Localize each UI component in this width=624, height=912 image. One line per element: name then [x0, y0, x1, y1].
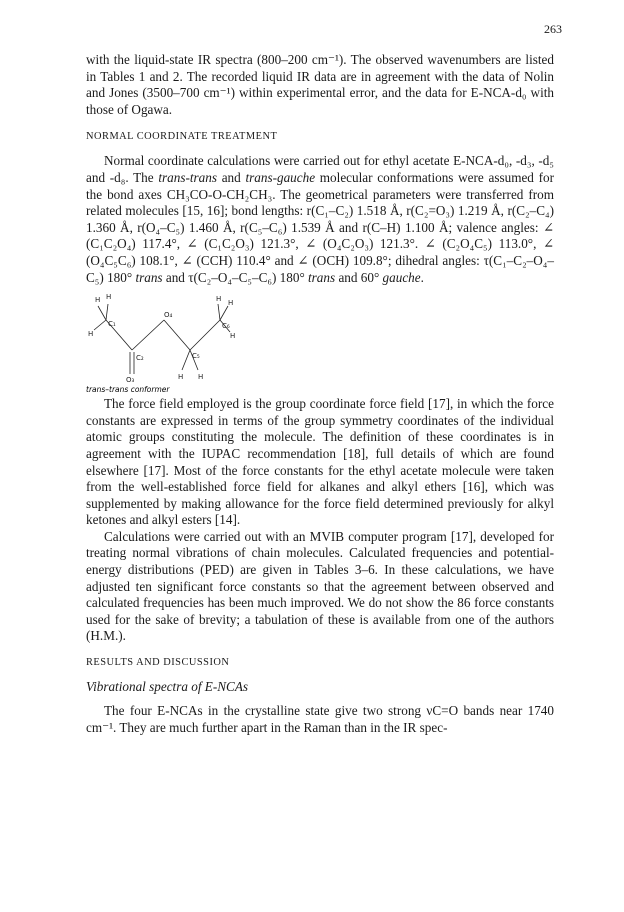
- atom-h3: H: [88, 330, 94, 339]
- p2-trans-gauche: trans-gauche: [245, 169, 316, 185]
- paragraph-3: The force field employed is the group coordinate force field [17], in which the force constants are expressed in terms of the group symmetry coordinates of the individual atomic groups constituting the molecule. The definition of these coordinates is in agreement with the IUPAC recommendation [18], full details of which are found elsewhere [17]. Most of the force constants for the ethyl acetate molecule were taken from the well-established force field for alkanes and alkyl ethers [16], which was supplemented by making allowance for the force field determined previously for alkyl ketones and alkyl esters [14].: [86, 396, 554, 528]
- p2-trans-trans: trans-trans: [158, 169, 217, 185]
- p2-and-2: and 60°: [335, 269, 383, 285]
- section-heading-normal-coordinate: NORMAL COORDINATE TREATMENT: [86, 131, 278, 143]
- p2-rest: molecular conformations were assumed for the bond axes CH₃CO-O-CH₂CH₃. The geometrical parameters were transferred from related molecules [15, 16]; bond lengths: r(C₁–C₂) 1.518 Å, r(C₂=O₃) 1.219 Å, r(C₂–C₄) 1.360 Å, r(O₄–C₅) 1.460 Å, r(C₅–C₆) 1.539 Å and r(C–H) 1.100 Å; valence angles: ∠ (C₁C₂O₄) 117.4°, ∠ (C₁C₂O₃) 121.3°, ∠ (O₄C₂O₃) 121.3°. ∠ (C₂O₄C₅) 113.0°, ∠ (O₄C₅C₆) 108.1°, ∠ (CCH) 110.4° and ∠ (OCH) 109.8°; dihedral angles: τ(C₁–C₂–O₄–C₅) 180°: [86, 169, 555, 285]
- paragraph-5: The four E-NCAs in the crystalline state give two strong νC=O bands near 1740 cm⁻¹. They are much further apart in the Raman than in the IR spec-: [86, 703, 554, 735]
- atom-c1: C₁: [108, 320, 116, 329]
- atom-c6: C₆: [222, 322, 230, 331]
- atom-h1: H: [95, 296, 101, 305]
- atom-h2: H: [106, 293, 112, 302]
- subsection-heading: Vibrational spectra of E-NCAs: [86, 679, 249, 695]
- page-number: 263: [544, 22, 562, 36]
- atom-h5: H: [228, 299, 234, 308]
- atom-c5: C₅: [192, 352, 200, 361]
- p2-and: and: [216, 169, 246, 185]
- atom-o4: O₄: [164, 311, 173, 320]
- paragraph-4: Calculations were carried out with an MVIB computer program [17], developed for treating normal vibrations of chain molecules. Calculated frequencies and potential-energy distributions (PED) are given in Tables 3–6. In these calculations, we have adjusted ten significant force constants so that the agreement between observed and calculated frequencies has been much improved. We do not show the 86 force constants used for the sake of brevity; a tabulation of these is available from one of the authors (H.M.).: [86, 528, 554, 644]
- p2-trans: trans: [135, 269, 163, 285]
- paragraph-2: [86, 153, 554, 286]
- molecule-caption: trans–trans conformer: [86, 385, 170, 395]
- atom-h4: H: [216, 295, 222, 304]
- atom-h8: H: [198, 373, 204, 382]
- text-column: [86, 52, 554, 736]
- molecule-diagram: [86, 288, 554, 396]
- p2-gauche: gauche: [382, 269, 421, 285]
- atom-h7: H: [178, 373, 184, 382]
- p2-mid: and τ(C₂–O₄–C₅–C₆) 180°: [162, 269, 309, 285]
- atom-h6: H: [230, 332, 236, 341]
- p2-end: .: [420, 269, 424, 285]
- p2-start: Normal coordinate calculations were carried out for ethyl acetate E-NCA-d₀, -d₃, -d₅ and -d₈. The: [86, 153, 554, 185]
- molecule-structure-svg: [86, 288, 286, 396]
- paragraph-1: with the liquid-state IR spectra (800–200 cm⁻¹). The observed wavenumbers are listed in Tables 1 and 2. The recorded liquid IR data are in agreement with the data of Nolin and Jones (3500–700 cm⁻¹) within experimental error, and the data for E-NCA-d₀ with those of Ogawa.: [86, 52, 554, 117]
- atom-c2: C₂: [136, 354, 144, 363]
- p2-trans-2: trans: [308, 269, 336, 285]
- atom-o3: O₃: [126, 376, 135, 385]
- section-heading-results: RESULTS AND DISCUSSION: [86, 657, 230, 669]
